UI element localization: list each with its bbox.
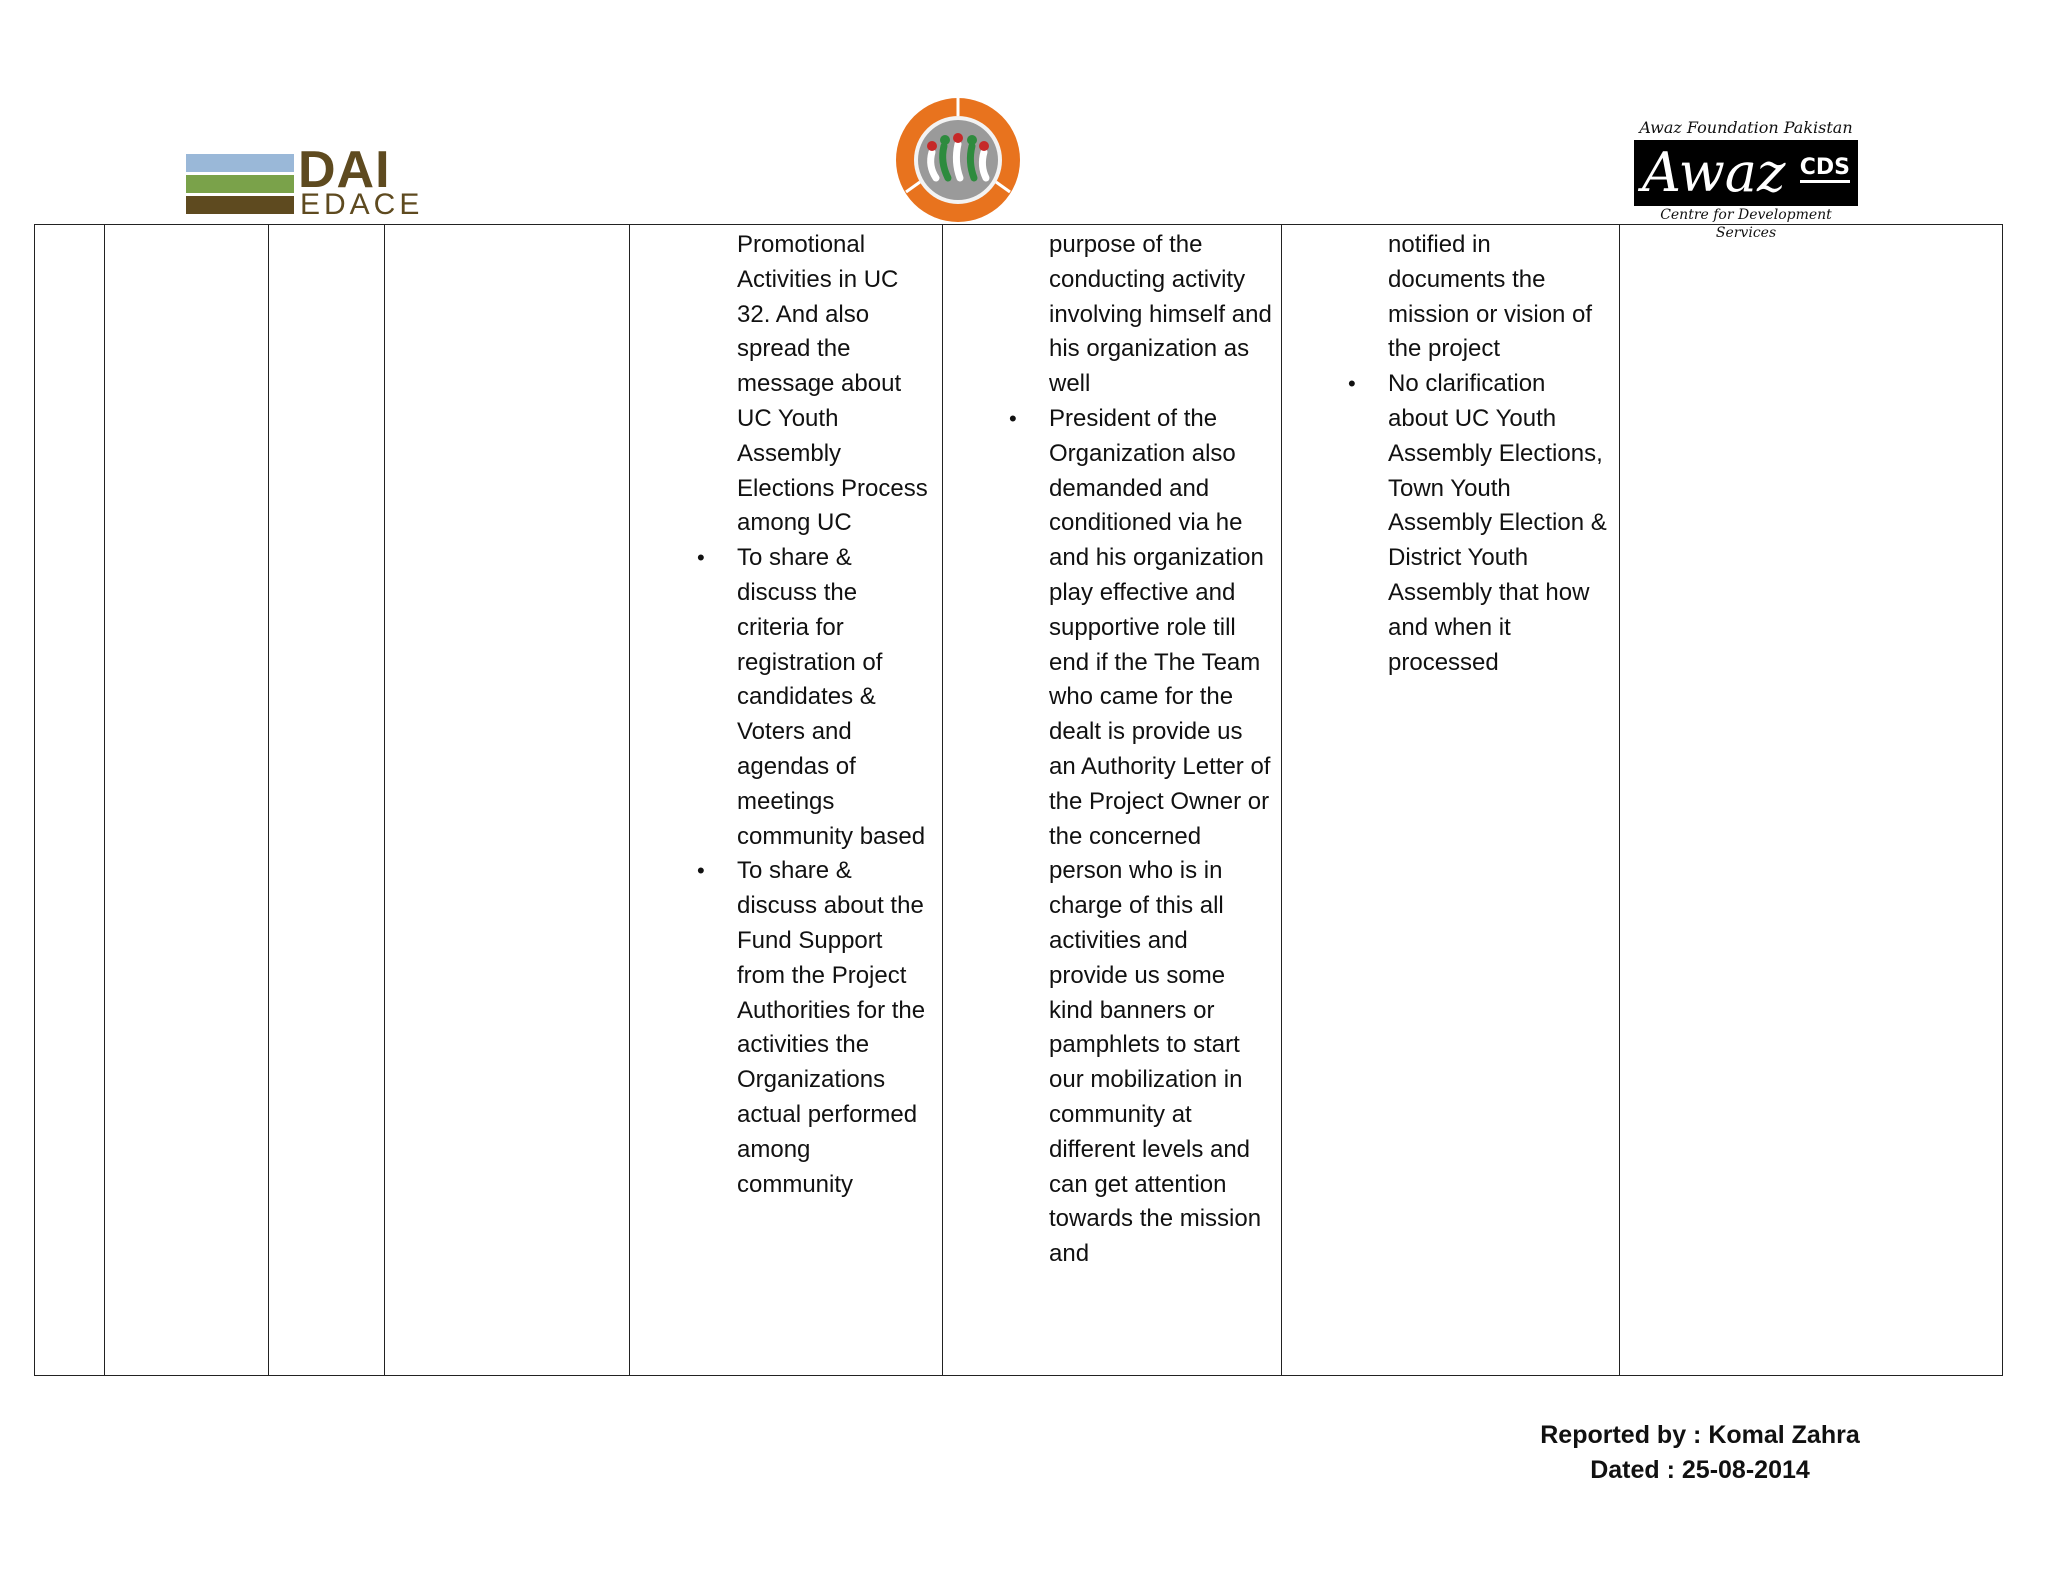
report-footer <box>1500 1418 1900 1488</box>
dai-logo-subtext: EDACE <box>300 188 424 221</box>
bullet-icon: • <box>697 858 705 884</box>
table-row <box>35 225 2003 1376</box>
awaz-cds-text: CDS <box>1800 156 1850 183</box>
table-cell-8 <box>1620 225 2003 1376</box>
awaz-centre-name: Centre for Development Services <box>1660 207 1832 241</box>
table-cell-4 <box>385 225 630 1376</box>
awaz-foundation-name: Awaz Foundation Pakistan <box>1639 118 1853 137</box>
dai-logo-text: DAI <box>298 141 391 199</box>
dai-stripe-green <box>186 175 294 193</box>
outcomes-bullet-list <box>1009 402 1273 1272</box>
awaz-cds-logo <box>1632 118 1860 241</box>
dai-stripe-brown <box>186 196 294 214</box>
youth-governance-emblem-icon <box>888 96 1028 224</box>
reported-by-text: Reported by : Komal Zahra <box>1540 1421 1860 1449</box>
dai-stripe-blue <box>186 154 294 172</box>
table-cell-1 <box>35 225 105 1376</box>
report-date-text: Dated : 25-08-2014 <box>1590 1456 1810 1484</box>
list-item <box>697 854 928 1202</box>
list-item <box>1009 402 1273 1272</box>
youth-governance-logo <box>888 96 1028 224</box>
awaz-script-text: Awaz <box>1642 141 1786 204</box>
issues-lead-text: notified in documents the mission or vision of the project <box>1388 231 1593 363</box>
dai-edace-logo <box>186 141 446 221</box>
issues-bullet-list <box>1348 367 1607 680</box>
bullet-icon: • <box>697 545 705 571</box>
bullet-icon: • <box>1348 371 1356 397</box>
table-cell-2 <box>105 225 269 1376</box>
list-item <box>1348 367 1607 680</box>
activities-bullet-list <box>697 541 928 1202</box>
table-cell-3 <box>269 225 385 1376</box>
table-cell-outcomes <box>943 225 1282 1376</box>
awaz-logo-box <box>1634 140 1858 206</box>
report-table <box>34 224 2003 1376</box>
list-item-text: No clarification about UC Youth Assembly Elections, Town Youth Assembly Election & District Youth Assembly that how and when it processed <box>1388 370 1607 676</box>
dai-logo-stripes <box>186 154 294 217</box>
list-item <box>697 541 928 854</box>
bullet-icon: • <box>1009 405 1017 431</box>
table-cell-issues <box>1282 225 1620 1376</box>
activities-lead-text: Promotional Activities in UC 32. And also spread the message about UC Youth Assembly Elections Process among UC <box>737 231 928 537</box>
table-cell-activities <box>630 225 943 1376</box>
list-item-text: To share & discuss the criteria for registration of candidates & Voters and agendas of meetings community based <box>737 544 926 850</box>
list-item-text: To share & discuss about the Fund Support from the Project Authorities for the activities the Organizations actual performed among community <box>737 857 926 1198</box>
outcomes-lead-text: purpose of the conducting activity involving himself and his organization as well <box>1049 231 1272 398</box>
list-item-text: President of the Organization also demanded and conditioned via he and his organization play effective and supportive role till end if the The Team who came for the dealt is provide us an Authority Letter of the Project Owner or the concerned person who is in charge of this all activities and provide us some kind banners or pamphlets to start our mobilization in community at different levels and can get attention towards the mission and <box>1049 404 1271 1268</box>
